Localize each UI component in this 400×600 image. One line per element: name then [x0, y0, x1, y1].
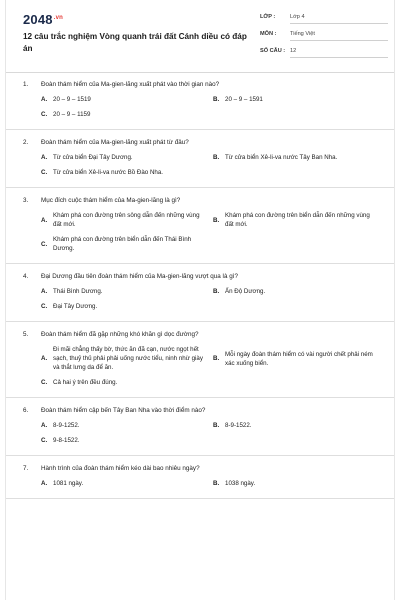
answer-options: [6, 153, 394, 177]
question-item: [6, 456, 394, 499]
option-text: 20 – 9 – 1591: [225, 96, 263, 103]
question-item: [6, 130, 394, 188]
question-number: 3.: [23, 197, 29, 204]
answer-option[interactable]: [41, 168, 385, 177]
question-number: 7.: [23, 465, 29, 472]
option-letter: C.: [41, 303, 48, 310]
answer-option[interactable]: [41, 302, 213, 311]
option-letter: B.: [213, 480, 220, 487]
answer-options: [6, 211, 394, 253]
option-letter: B.: [213, 96, 220, 103]
question-list: [6, 72, 394, 499]
option-text: Khám phá con đường trên biển dẫn đến Thái Bình Dương.: [53, 236, 192, 252]
option-text: Đại Tây Dương.: [53, 303, 98, 310]
question-number: 1.: [23, 81, 29, 88]
option-letter: C.: [41, 111, 48, 118]
option-letter: A.: [41, 96, 48, 103]
question-text: [6, 80, 394, 89]
answer-option[interactable]: [213, 153, 385, 162]
document-title: 12 câu trắc nghiệm Vòng quanh trái đất Cánh diều có đáp án: [23, 32, 247, 53]
option-text: Đi mãi chẳng thấy bờ, thức ăn đã cạn, nước ngọt hết sạch, thuỷ thủ phải phải uống nước tiểu, ninh nhừ giày và thắt lưng da để ăn.: [53, 346, 203, 371]
option-letter: C.: [41, 437, 48, 444]
answer-option[interactable]: [41, 479, 213, 488]
meta-value: Tiếng Việt: [290, 31, 388, 41]
option-text: 1038 ngày.: [225, 480, 256, 487]
meta-info: [260, 14, 388, 65]
option-text: Mỗi ngày đoàn thám hiểm có vài người chết phải ném xác xuống biển.: [225, 350, 373, 367]
answer-option[interactable]: [41, 235, 213, 253]
document-header: [6, 0, 394, 73]
meta-label: SỐ CÂU :: [260, 48, 286, 54]
question-item: [6, 264, 394, 322]
answer-options: [6, 479, 394, 488]
answer-options: [6, 421, 394, 445]
answer-option[interactable]: [213, 421, 385, 430]
option-text: Ấn Độ Dương.: [225, 288, 266, 295]
question-item: [6, 398, 394, 456]
meta-value: Lớp 4: [290, 14, 388, 24]
option-text: Cả hai ý trên đều đúng.: [53, 379, 118, 386]
meta-label: LỚP :: [260, 14, 276, 20]
question-body: Đoàn thám hiểm cập bến Tây Ban Nha vào thời điểm nào?: [41, 407, 206, 414]
answer-options: [6, 95, 394, 119]
logo-text: 2048: [23, 12, 53, 27]
question-number: 4.: [23, 273, 29, 280]
question-body: Đoàn thám hiểm của Ma-gien-lăng xuất phát từ đâu?: [41, 139, 189, 146]
site-logo[interactable]: [23, 12, 63, 27]
answer-option[interactable]: [213, 211, 385, 229]
question-item: [6, 322, 394, 398]
option-letter: A.: [41, 480, 48, 487]
answer-option[interactable]: [213, 287, 385, 296]
option-letter: A.: [41, 216, 48, 224]
answer-options: [6, 287, 394, 311]
meta-row-count: [260, 48, 388, 65]
question-text: [6, 330, 394, 339]
answer-option[interactable]: [41, 211, 213, 229]
option-text: Khám phá con đường trên sông dẫn đến những vùng đất mới.: [53, 212, 200, 228]
question-text: [6, 272, 394, 281]
document-page: [5, 0, 395, 600]
option-letter: B.: [213, 355, 220, 362]
question-text: [6, 406, 394, 415]
question-body: Hành trình của đoàn thám hiểm kéo dài bao nhiêu ngày?: [41, 465, 200, 472]
answer-option[interactable]: [41, 421, 213, 430]
answer-option[interactable]: [41, 153, 213, 162]
option-letter: B.: [213, 216, 220, 224]
question-text: [6, 196, 394, 205]
option-text: 20 – 9 – 1159: [53, 111, 91, 118]
question-body: Đại Dương đầu tiên đoàn thám hiểm của Ma-gien-lăng vượt qua là gì?: [41, 273, 238, 280]
option-text: Từ cửa biển Xê-li-va nước Bồ Đào Nha.: [53, 169, 164, 176]
option-text: 8-9-1522.: [225, 422, 252, 429]
option-letter: B.: [213, 422, 220, 429]
option-letter: A.: [41, 422, 48, 429]
option-text: Thái Bình Dương.: [53, 288, 103, 295]
answer-options: [6, 345, 394, 387]
logo-suffix: .vn: [53, 14, 64, 21]
option-letter: C.: [41, 169, 48, 176]
question-text: [6, 464, 394, 473]
answer-option[interactable]: [41, 287, 213, 296]
question-body: Đoàn thám hiểm của Ma-gien-lăng xuất phát vào thời gian nào?: [41, 81, 220, 88]
question-item: [6, 188, 394, 264]
question-body: Mục đích cuộc thám hiểm của Ma-gien-lăng là gì?: [41, 197, 181, 204]
option-text: Khám phá con đường trên biển dẫn đến những vùng đất mới.: [225, 212, 370, 228]
option-letter: C.: [41, 379, 48, 386]
question-number: 5.: [23, 331, 29, 338]
question-number: 6.: [23, 407, 29, 414]
answer-option[interactable]: [41, 345, 213, 372]
option-letter: B.: [213, 288, 220, 295]
answer-option[interactable]: [41, 95, 213, 104]
option-text: 8-9-1252.: [53, 422, 80, 429]
option-text: Từ cửa biển Đại Tây Dương.: [53, 154, 133, 161]
question-text: [6, 138, 394, 147]
answer-option[interactable]: [41, 110, 213, 119]
option-letter: A.: [41, 154, 48, 161]
question-body: Đoàn thám hiểm đã gặp những khó khăn gì dọc đường?: [41, 331, 199, 338]
answer-option[interactable]: [41, 378, 213, 387]
question-number: 2.: [23, 139, 29, 146]
option-text: 1081 ngày.: [53, 480, 84, 487]
answer-option[interactable]: [213, 95, 385, 104]
option-text: 20 – 9 – 1519: [53, 96, 91, 103]
option-letter: A.: [41, 355, 48, 362]
answer-option[interactable]: [213, 479, 385, 488]
option-letter: A.: [41, 288, 48, 295]
meta-label: MÔN :: [260, 31, 277, 37]
option-text: Từ cửa biển Xê-li-va nước Tây Ban Nha.: [225, 154, 338, 161]
question-item: [6, 72, 394, 130]
answer-option[interactable]: [213, 345, 385, 372]
meta-row-class: [260, 14, 388, 31]
option-letter: C.: [41, 240, 48, 248]
meta-value: 12: [290, 48, 388, 58]
option-letter: B.: [213, 154, 220, 161]
option-text: 9-8-1522.: [53, 437, 80, 444]
meta-row-subject: [260, 31, 388, 48]
answer-option[interactable]: [41, 436, 213, 445]
